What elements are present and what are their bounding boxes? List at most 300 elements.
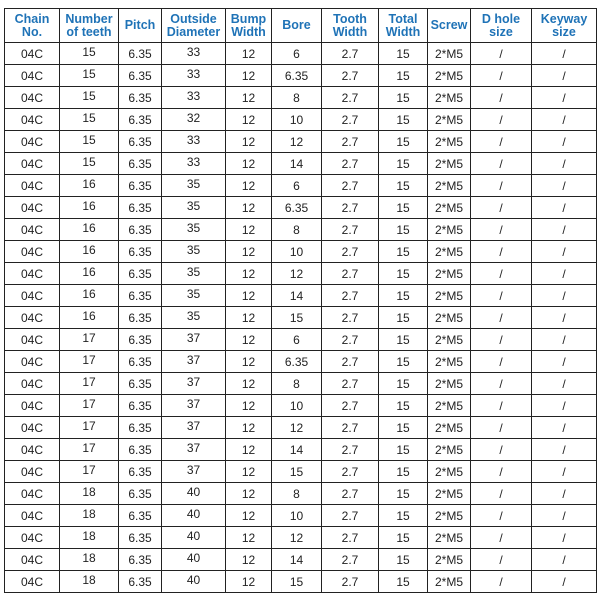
header-keyway-size: Keyway size — [532, 9, 597, 43]
table-cell: 15 — [379, 505, 428, 527]
header-number-of-teeth: Number of teeth — [60, 9, 119, 43]
table-cell: / — [532, 439, 597, 461]
table-cell: 6.35 — [119, 483, 162, 505]
table-cell: / — [532, 241, 597, 263]
table-header-row — [5, 9, 597, 43]
table-cell: / — [471, 373, 532, 395]
table-cell: 35 — [162, 239, 226, 261]
table-cell: 2*M5 — [428, 461, 471, 483]
table-cell: 15 — [379, 131, 428, 153]
table-cell: 2*M5 — [428, 483, 471, 505]
table-cell: / — [532, 285, 597, 307]
table-cell: / — [532, 351, 597, 373]
table-cell: 2*M5 — [428, 153, 471, 175]
table-row — [5, 395, 597, 417]
table-cell: / — [471, 417, 532, 439]
table-cell: 2.7 — [322, 373, 379, 395]
table-cell: / — [471, 329, 532, 351]
table-cell: 2.7 — [322, 87, 379, 109]
table-cell: / — [471, 527, 532, 549]
header-bore: Bore — [272, 9, 322, 43]
table-cell: 15 — [379, 175, 428, 197]
table-cell: 2.7 — [322, 219, 379, 241]
table-cell: 6.35 — [119, 549, 162, 571]
table-cell: / — [471, 153, 532, 175]
table-cell: 2.7 — [322, 307, 379, 329]
table-cell: 37 — [162, 371, 226, 393]
sprocket-spec-table — [4, 8, 597, 593]
table-cell: / — [471, 109, 532, 131]
table-row — [5, 373, 597, 395]
table-cell: 17 — [60, 371, 119, 393]
table-cell: 6 — [272, 329, 322, 351]
table-cell: 12 — [272, 417, 322, 439]
table-cell: 15 — [379, 263, 428, 285]
table-cell: 2.7 — [322, 549, 379, 571]
table-cell: 2*M5 — [428, 571, 471, 593]
table-row — [5, 241, 597, 263]
table-cell: 6.35 — [119, 571, 162, 593]
table-cell: 15 — [60, 107, 119, 129]
table-cell: 12 — [226, 65, 272, 87]
table-cell: 2.7 — [322, 285, 379, 307]
table-cell: 04C — [5, 571, 60, 593]
table-cell: / — [532, 483, 597, 505]
table-row — [5, 65, 597, 87]
table-row — [5, 307, 597, 329]
table-cell: 2.7 — [322, 527, 379, 549]
table-cell: 15 — [379, 65, 428, 87]
table-cell: 6.35 — [119, 241, 162, 263]
table-cell: 6.35 — [272, 351, 322, 373]
table-cell: 04C — [5, 439, 60, 461]
table-cell: / — [471, 197, 532, 219]
table-cell: 2.7 — [322, 417, 379, 439]
table-cell: 2.7 — [322, 351, 379, 373]
table-cell: / — [471, 65, 532, 87]
table-cell: / — [471, 571, 532, 593]
table-cell: 2*M5 — [428, 43, 471, 65]
table-row — [5, 549, 597, 571]
table-cell: 2*M5 — [428, 175, 471, 197]
table-row — [5, 43, 597, 65]
table-cell: 04C — [5, 109, 60, 131]
table-cell: 15 — [379, 351, 428, 373]
table-cell: 12 — [272, 263, 322, 285]
table-cell: / — [532, 43, 597, 65]
table-cell: 15 — [379, 527, 428, 549]
table-cell: 15 — [379, 307, 428, 329]
table-cell: 33 — [162, 63, 226, 85]
table-cell: 16 — [60, 283, 119, 305]
table-cell: 15 — [379, 373, 428, 395]
table-cell: 2.7 — [322, 483, 379, 505]
header-d-hole-size: D hole size — [471, 9, 532, 43]
table-cell: / — [532, 505, 597, 527]
table-row — [5, 483, 597, 505]
table-cell: / — [471, 395, 532, 417]
table-cell: 2.7 — [322, 395, 379, 417]
table-cell: 12 — [226, 417, 272, 439]
table-cell: 18 — [60, 503, 119, 525]
table-cell: 6.35 — [119, 329, 162, 351]
table-cell: 14 — [272, 153, 322, 175]
table-cell: 17 — [60, 437, 119, 459]
table-cell: / — [532, 197, 597, 219]
table-row — [5, 351, 597, 373]
table-cell: 04C — [5, 351, 60, 373]
table-cell: 2*M5 — [428, 65, 471, 87]
table-cell: 2.7 — [322, 439, 379, 461]
table-cell: 2*M5 — [428, 307, 471, 329]
table-cell: / — [532, 219, 597, 241]
table-cell: 16 — [60, 217, 119, 239]
table-cell: / — [532, 329, 597, 351]
table-cell: 12 — [226, 87, 272, 109]
table-body — [5, 43, 597, 593]
table-row — [5, 461, 597, 483]
table-cell: 6.35 — [119, 373, 162, 395]
table-cell: 10 — [272, 395, 322, 417]
table-cell: 33 — [162, 85, 226, 107]
table-cell: 6.35 — [119, 285, 162, 307]
table-cell: 15 — [379, 153, 428, 175]
table-cell: 04C — [5, 175, 60, 197]
header-tooth-width: Tooth Width — [322, 9, 379, 43]
table-cell: 6.35 — [272, 197, 322, 219]
table-cell: 2*M5 — [428, 263, 471, 285]
table-cell: 16 — [60, 239, 119, 261]
table-cell: / — [471, 241, 532, 263]
table-cell: 15 — [60, 63, 119, 85]
table-cell: 6.35 — [119, 417, 162, 439]
table-cell: 04C — [5, 65, 60, 87]
table-cell: / — [471, 483, 532, 505]
table-cell: 37 — [162, 459, 226, 481]
table-row — [5, 219, 597, 241]
table-cell: 12 — [226, 131, 272, 153]
table-cell: 33 — [162, 41, 226, 63]
table-cell: 12 — [226, 43, 272, 65]
table-cell: 04C — [5, 549, 60, 571]
table-cell: 2*M5 — [428, 197, 471, 219]
table-cell: 2.7 — [322, 505, 379, 527]
table-cell: 6.35 — [119, 461, 162, 483]
table-cell: 15 — [379, 285, 428, 307]
table-cell: 15 — [379, 395, 428, 417]
table-cell: 33 — [162, 151, 226, 173]
table-cell: 12 — [226, 175, 272, 197]
table-cell: 2*M5 — [428, 329, 471, 351]
table-cell: 15 — [379, 571, 428, 593]
table-cell: 6.35 — [119, 175, 162, 197]
table-cell: 15 — [379, 43, 428, 65]
table-cell: / — [532, 131, 597, 153]
table-cell: 6.35 — [119, 131, 162, 153]
table-cell: 35 — [162, 283, 226, 305]
table-cell: 2*M5 — [428, 549, 471, 571]
table-cell: 6.35 — [119, 65, 162, 87]
header-chain-no: Chain No. — [5, 9, 60, 43]
header-screw: Screw — [428, 9, 471, 43]
table-cell: 2*M5 — [428, 417, 471, 439]
table-cell: / — [471, 351, 532, 373]
table-cell: 12 — [226, 219, 272, 241]
table-cell: 12 — [226, 373, 272, 395]
table-cell: 12 — [226, 351, 272, 373]
table-cell: 35 — [162, 195, 226, 217]
table-cell: 14 — [272, 549, 322, 571]
table-cell: 17 — [60, 327, 119, 349]
table-cell: / — [471, 175, 532, 197]
table-cell: / — [471, 263, 532, 285]
table-cell: 8 — [272, 219, 322, 241]
table-cell: 04C — [5, 527, 60, 549]
table-cell: 12 — [226, 285, 272, 307]
table-cell: 6 — [272, 43, 322, 65]
table-cell: 12 — [226, 483, 272, 505]
table-cell: 37 — [162, 415, 226, 437]
table-cell: 40 — [162, 481, 226, 503]
table-cell: 15 — [379, 461, 428, 483]
table-cell: 15 — [379, 483, 428, 505]
table-cell: 35 — [162, 173, 226, 195]
table-cell: 8 — [272, 87, 322, 109]
table-cell: 15 — [379, 439, 428, 461]
table-cell: 12 — [226, 153, 272, 175]
table-cell: 37 — [162, 393, 226, 415]
table-cell: 12 — [272, 527, 322, 549]
table-cell: 37 — [162, 327, 226, 349]
table-cell: 04C — [5, 43, 60, 65]
table-cell: 2.7 — [322, 571, 379, 593]
table-cell: 15 — [379, 87, 428, 109]
table-cell: 12 — [272, 131, 322, 153]
table-cell: 12 — [226, 109, 272, 131]
table-cell: 18 — [60, 481, 119, 503]
table-cell: / — [532, 175, 597, 197]
table-cell: 04C — [5, 197, 60, 219]
table-cell: 6.35 — [119, 351, 162, 373]
table-cell: / — [532, 109, 597, 131]
table-cell: / — [532, 373, 597, 395]
header-pitch: Pitch — [119, 9, 162, 43]
table-cell: 17 — [60, 349, 119, 371]
table-cell: 2*M5 — [428, 219, 471, 241]
table-cell: / — [532, 461, 597, 483]
table-cell: 6 — [272, 175, 322, 197]
table-cell: 16 — [60, 261, 119, 283]
table-cell: / — [532, 153, 597, 175]
table-cell: / — [532, 87, 597, 109]
table-cell: 12 — [226, 527, 272, 549]
table-cell: 33 — [162, 129, 226, 151]
table-cell: 18 — [60, 525, 119, 547]
table-cell: 6.35 — [119, 505, 162, 527]
table-cell: / — [532, 571, 597, 593]
table-cell: 16 — [60, 173, 119, 195]
table-cell: 2.7 — [322, 109, 379, 131]
table-cell: 15 — [60, 151, 119, 173]
table-cell: 04C — [5, 417, 60, 439]
table-cell: 2.7 — [322, 241, 379, 263]
table-cell: 12 — [226, 263, 272, 285]
table-cell: 15 — [379, 219, 428, 241]
table-row — [5, 439, 597, 461]
table-cell: 12 — [226, 505, 272, 527]
table-cell: 15 — [379, 417, 428, 439]
table-row — [5, 505, 597, 527]
table-cell: / — [471, 219, 532, 241]
table-cell: / — [532, 417, 597, 439]
table-row — [5, 329, 597, 351]
table-cell: / — [471, 549, 532, 571]
table-cell: / — [532, 263, 597, 285]
table-row — [5, 109, 597, 131]
table-cell: 2.7 — [322, 329, 379, 351]
table-cell: 32 — [162, 107, 226, 129]
table-cell: 2*M5 — [428, 109, 471, 131]
table-cell: 8 — [272, 483, 322, 505]
table-cell: 37 — [162, 349, 226, 371]
table-row — [5, 263, 597, 285]
table-cell: 04C — [5, 373, 60, 395]
table-cell: 04C — [5, 87, 60, 109]
sprocket-spec-table-container — [4, 8, 597, 593]
table-cell: 6.35 — [119, 109, 162, 131]
table-cell: 10 — [272, 241, 322, 263]
table-cell: 15 — [272, 571, 322, 593]
table-cell: 35 — [162, 305, 226, 327]
table-cell: 12 — [226, 395, 272, 417]
table-cell: 15 — [379, 197, 428, 219]
table-cell: 40 — [162, 525, 226, 547]
table-cell: 12 — [226, 307, 272, 329]
table-cell: 2.7 — [322, 175, 379, 197]
table-row — [5, 87, 597, 109]
table-cell: 12 — [226, 571, 272, 593]
table-cell: 2*M5 — [428, 373, 471, 395]
table-cell: 6.35 — [119, 197, 162, 219]
table-cell: 18 — [60, 547, 119, 569]
table-cell: 04C — [5, 329, 60, 351]
table-row — [5, 175, 597, 197]
table-cell: 18 — [60, 569, 119, 591]
table-cell: 6.35 — [119, 219, 162, 241]
table-cell: 2*M5 — [428, 395, 471, 417]
table-row — [5, 527, 597, 549]
table-cell: 40 — [162, 547, 226, 569]
table-cell: 04C — [5, 461, 60, 483]
table-cell: 35 — [162, 217, 226, 239]
table-row — [5, 153, 597, 175]
table-cell: / — [471, 307, 532, 329]
table-cell: 10 — [272, 109, 322, 131]
table-cell: 12 — [226, 241, 272, 263]
table-cell: / — [532, 527, 597, 549]
table-cell: / — [471, 461, 532, 483]
table-cell: 15 — [379, 241, 428, 263]
table-cell: 2.7 — [322, 461, 379, 483]
table-cell: / — [532, 307, 597, 329]
table-row — [5, 285, 597, 307]
table-cell: 2.7 — [322, 65, 379, 87]
table-cell: 14 — [272, 439, 322, 461]
table-cell: 12 — [226, 549, 272, 571]
table-cell: 12 — [226, 461, 272, 483]
table-cell: 2*M5 — [428, 131, 471, 153]
table-cell: 04C — [5, 131, 60, 153]
table-cell: 6.35 — [119, 527, 162, 549]
table-cell: 04C — [5, 483, 60, 505]
table-cell: 15 — [272, 307, 322, 329]
table-cell: 15 — [60, 129, 119, 151]
table-cell: 2*M5 — [428, 505, 471, 527]
table-cell: 2*M5 — [428, 527, 471, 549]
header-outside-diameter: Outside Diameter — [162, 9, 226, 43]
table-cell: 40 — [162, 569, 226, 591]
table-cell: 16 — [60, 305, 119, 327]
table-cell: / — [471, 87, 532, 109]
table-cell: 10 — [272, 505, 322, 527]
table-cell: 16 — [60, 195, 119, 217]
table-cell: 17 — [60, 415, 119, 437]
table-cell: 04C — [5, 219, 60, 241]
table-cell: / — [471, 505, 532, 527]
table-cell: 2*M5 — [428, 241, 471, 263]
table-cell: 8 — [272, 373, 322, 395]
table-cell: 17 — [60, 459, 119, 481]
table-cell: 2.7 — [322, 131, 379, 153]
table-cell: 15 — [379, 109, 428, 131]
table-cell: 12 — [226, 439, 272, 461]
table-cell: 15 — [379, 329, 428, 351]
table-cell: / — [471, 285, 532, 307]
table-cell: 6.35 — [119, 395, 162, 417]
table-cell: 04C — [5, 241, 60, 263]
table-row — [5, 131, 597, 153]
table-cell: 17 — [60, 393, 119, 415]
table-cell: 2*M5 — [428, 439, 471, 461]
table-cell: 15 — [60, 41, 119, 63]
table-cell: 04C — [5, 505, 60, 527]
table-cell: 6.35 — [119, 307, 162, 329]
table-cell: 15 — [60, 85, 119, 107]
table-cell: 14 — [272, 285, 322, 307]
table-cell: 2.7 — [322, 197, 379, 219]
table-cell: 04C — [5, 307, 60, 329]
table-cell: 12 — [226, 329, 272, 351]
table-cell: 6.35 — [119, 439, 162, 461]
table-cell: 6.35 — [119, 43, 162, 65]
table-row — [5, 571, 597, 593]
table-cell: 2.7 — [322, 263, 379, 285]
table-cell: 04C — [5, 153, 60, 175]
table-cell: / — [471, 439, 532, 461]
table-cell: 6.35 — [272, 65, 322, 87]
table-cell: 2*M5 — [428, 87, 471, 109]
table-cell: 35 — [162, 261, 226, 283]
table-cell: 6.35 — [119, 153, 162, 175]
header-total-width: Total Width — [379, 9, 428, 43]
table-cell: 2*M5 — [428, 285, 471, 307]
table-cell: 6.35 — [119, 87, 162, 109]
table-cell: 15 — [272, 461, 322, 483]
table-cell: 2.7 — [322, 153, 379, 175]
table-cell: / — [471, 131, 532, 153]
table-cell: / — [471, 43, 532, 65]
table-cell: 2*M5 — [428, 351, 471, 373]
